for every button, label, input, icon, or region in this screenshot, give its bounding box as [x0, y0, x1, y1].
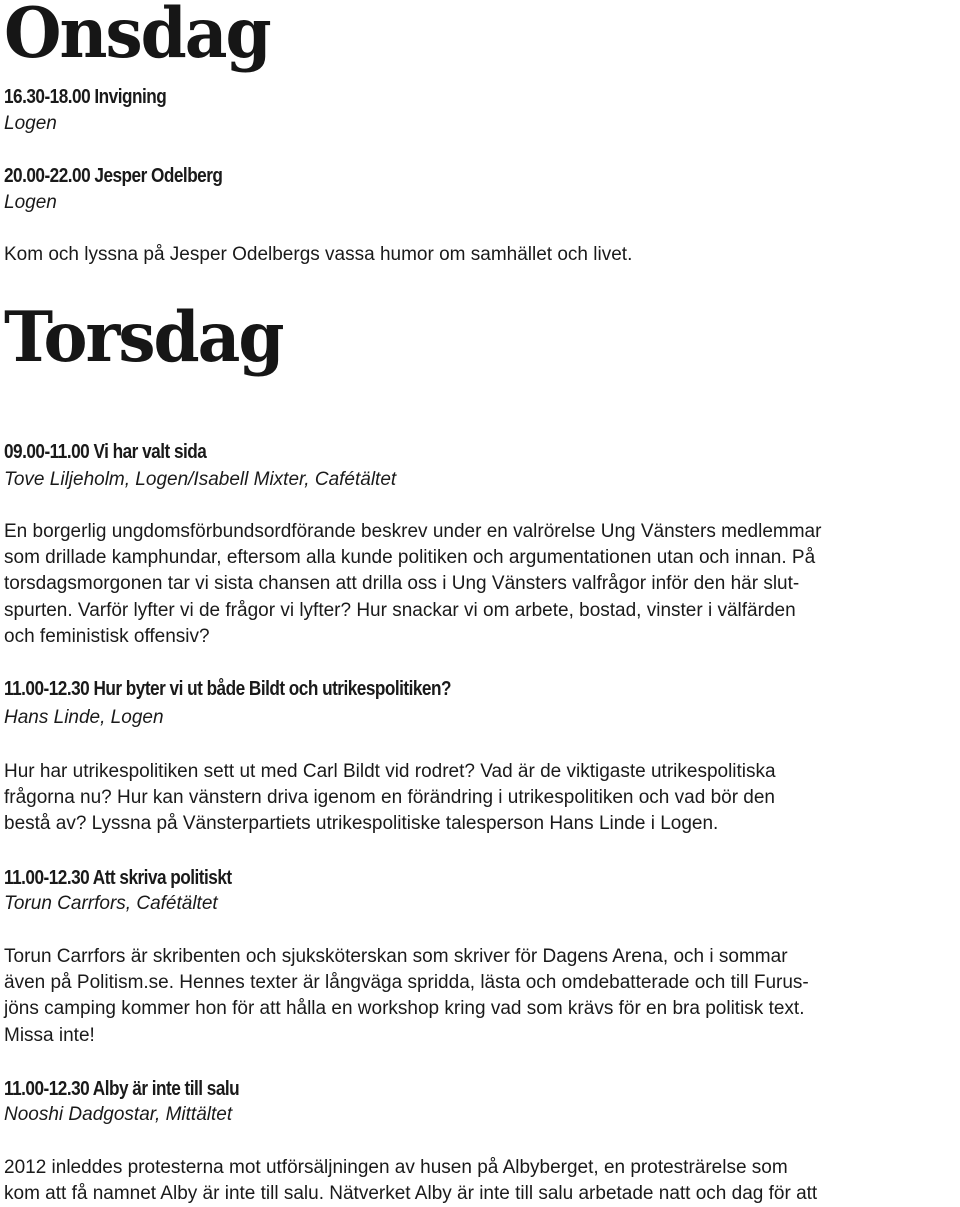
day-heading: Onsdag: [4, 0, 270, 74]
text-line: En borgerlig ungdomsförbundsordförande beskrev under en valrörelse Ung Vänsters medlemmar: [4, 521, 822, 542]
event-speakers: Hans Linde, Logen: [4, 707, 164, 728]
text-line: spurten. Varför lyfter vi de frågor vi lyfter? Hur snackar vi om arbete, bostad, vinster i välfärden: [4, 599, 796, 621]
event-location: Logen: [4, 113, 57, 134]
event-description: [4, 759, 776, 838]
text-line: torsdagsmorgonen tar vi sista chansen att drilla oss i Ung Vänsters valfrågor inför den här slut-: [4, 573, 800, 595]
text-line: Torun Carrfors är skribenten och sjuksköterskan som skriver för Dagens Arena, och i sommar: [4, 946, 788, 967]
day-heading: Torsdag: [4, 295, 283, 378]
event-heading: 11.00-12.30 Hur byter vi ut både Bildt och utrikespolitiken?: [4, 678, 451, 700]
event-description: [4, 519, 821, 650]
text-line: Missa inte!: [4, 1024, 95, 1046]
event-heading: 09.00-11.00 Vi har valt sida: [4, 441, 207, 463]
event-heading: 16.30-18.00 Invigning: [4, 86, 167, 108]
text-line: även på Politism.se. Hennes texter är långväga spridda, lästa och omdebatterade och till Furus-: [4, 972, 809, 994]
text-line: jöns camping kommer hon för att hålla en workshop kring vad som krävs för en bra politisk text.: [4, 998, 805, 1020]
event-speakers: Torun Carrfors, Cafétältet: [4, 893, 218, 914]
event-location: Logen: [4, 192, 57, 213]
event-heading: 11.00-12.30 Att skriva politiskt: [4, 867, 232, 889]
event-description: [4, 242, 632, 268]
text-line: och feministisk offensiv?: [4, 625, 210, 647]
text-line: Hur har utrikespolitiken sett ut med Carl Bildt vid rodret? Vad är de viktigaste utrikespolitiska: [4, 761, 776, 782]
text-line: 2012 inleddes protesterna mot utförsäljningen av husen på Albyberget, en protesträrelse som: [4, 1157, 788, 1178]
event-description: [4, 1155, 817, 1207]
text-line: som drillade kamphundar, eftersom alla kunde politiken och argumentationen utan och innan. På: [4, 547, 816, 569]
event-heading: 11.00-12.30 Alby är inte till salu: [4, 1078, 240, 1100]
text-line: Kom och lyssna på Jesper Odelbergs vassa humor om samhället och livet.: [4, 244, 633, 265]
event-heading: 20.00-22.00 Jesper Odelberg: [4, 165, 223, 187]
text-line: kom att få namnet Alby är inte till salu. Nätverket Alby är inte till salu arbetade natt och dag för att: [4, 1183, 818, 1205]
text-line: frågorna nu? Hur kan vänstern driva igenom en förändring i utrikespolitiken och vad bör den: [4, 787, 776, 809]
event-speakers: Tove Liljeholm, Logen/Isabell Mixter, Cafétältet: [4, 469, 397, 490]
text-line: bestå av? Lyssna på Vänsterpartiets utrikespolitiske talesperson Hans Linde i Logen.: [4, 813, 719, 835]
event-description: [4, 944, 809, 1049]
event-speakers: Nooshi Dadgostar, Mittältet: [4, 1104, 233, 1125]
